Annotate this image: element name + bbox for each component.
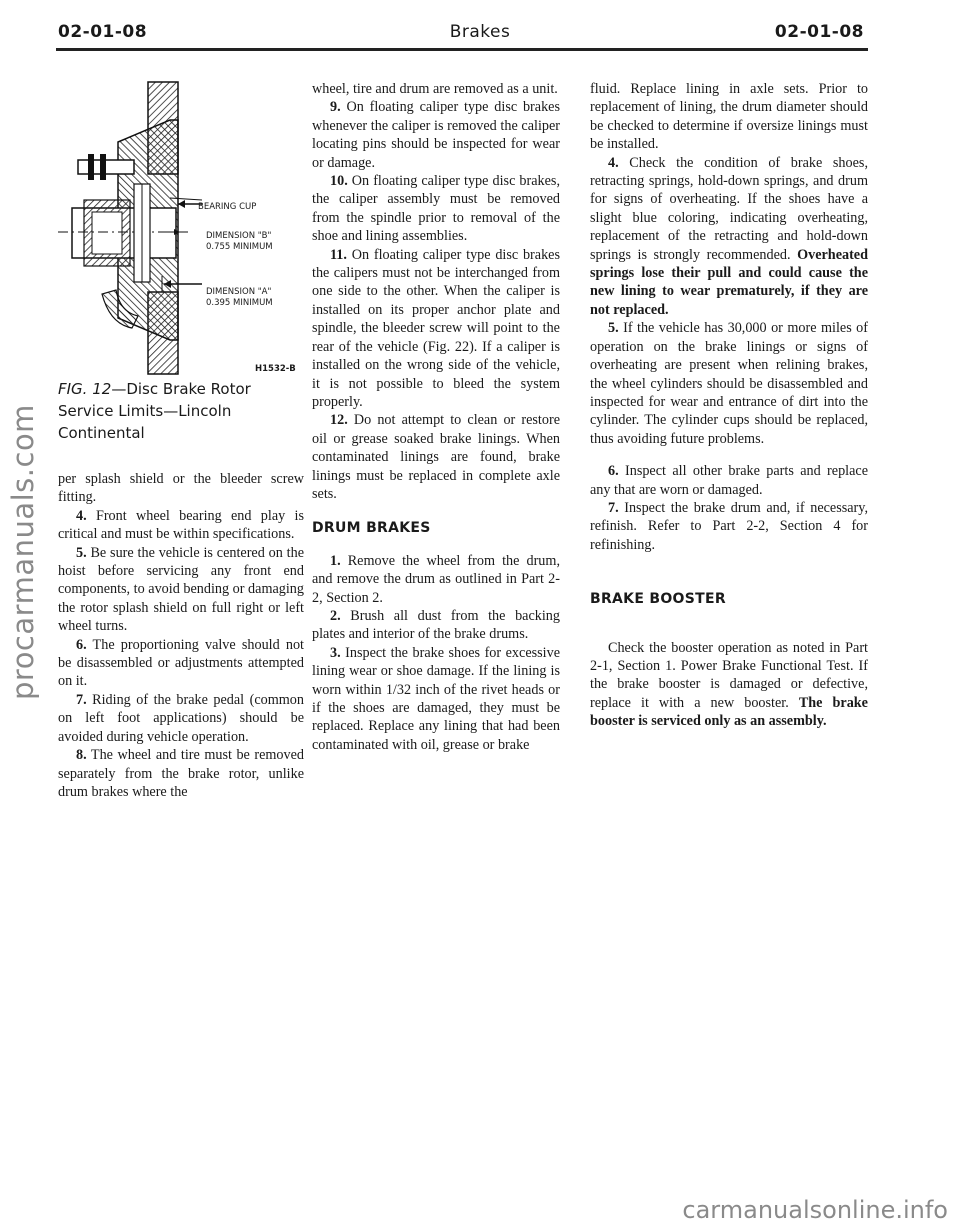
paragraph-4 (58, 507, 304, 544)
rotor-cross-section-diagram (58, 80, 304, 376)
paragraph-continued: fluid. Replace lining in axle sets. Prior to replacement of lining, the drum diameter should be checked to determine if oversize linings must be installed. (590, 81, 868, 153)
paragraph-5 (58, 544, 304, 636)
header-rule (56, 48, 868, 51)
column-3 (590, 80, 868, 731)
paragraph-text: Check the booster operation as noted in Part 2-1, Section 1. Power Brake Functional Test. If the brake booster is damaged or defective, replace it with a new booster. (590, 639, 868, 711)
drum-step-4 (590, 154, 868, 320)
item-number: 4. (608, 154, 619, 171)
paragraph-text: On floating caliper type disc brakes whenever the caliper is removed the caliper locating pins should be inspected for wear or damage. (312, 99, 560, 171)
item-number: 6. (608, 463, 619, 480)
drum-step-1 (312, 552, 560, 607)
label-bearing-cup: BEARING CUP (198, 202, 257, 212)
label-dimension-b: DIMENSION "B" (206, 231, 272, 241)
drum-step-2 (312, 607, 560, 644)
figure-rotor-limits (58, 80, 304, 376)
paragraph-12 (312, 411, 560, 503)
page-code-right: 02-01-08 (774, 22, 864, 42)
item-number: 5. (608, 320, 619, 337)
drum-step-5 (590, 319, 868, 448)
paragraph-text: Inspect all other brake parts and replace any that are worn or damaged. (590, 463, 868, 498)
paragraph-6 (58, 636, 304, 691)
label-dimension-b-value: 0.755 MINIMUM (206, 242, 273, 252)
drum-step-7 (590, 499, 868, 554)
paragraph-text: On floating caliper type disc brakes the calipers must not be interchanged from one side to the other. When the caliper is installed on its proper anchor plate and spindle, the bleeder screw will point to the rear of the vehicle (Fig. 22). If a caliper is installed on the wrong side of the vehicle, it is not possible to bleed the system properly. (312, 246, 560, 410)
paragraph-text: Inspect the brake drum and, if necessary, refinish. Refer to Part 2-2, Section 4 for refinishing. (590, 499, 868, 553)
paragraph-9 (312, 98, 560, 172)
paragraph-text: Front wheel bearing end play is critical and must be within specifications. (58, 507, 304, 543)
paragraph-continued: per splash shield or the bleeder screw fitting. (58, 471, 304, 506)
paragraph-text: Riding of the brake pedal (common on left foot applications) should be avoided during vehicle operation. (58, 691, 304, 745)
warning-text: Overheated springs lose their pull and could cause the new lining to wear prematurely, if they are not replaced. (590, 246, 868, 318)
paragraph-text: Check the condition of brake shoes, retracting springs, hold-down springs, and drum for signs of overheating. If the shoes have a slight blue coloring, indicating overheating, replacement of the retracting and hold-down springs is strongly recommended. (590, 154, 868, 263)
section-heading-brake-booster: BRAKE BOOSTER (590, 591, 726, 608)
figure-id: H1532-B (255, 364, 296, 374)
figure-caption (58, 378, 304, 444)
paragraph-text: Be sure the vehicle is centered on the hoist before servicing any front end components, to avoid bending or damaging the rotor splash shield on full right or left wheel turns. (58, 544, 304, 635)
item-number: 8. (76, 747, 87, 764)
item-number: 3. (330, 644, 341, 661)
paragraph-10 (312, 172, 560, 246)
paragraph-8 (58, 746, 304, 801)
booster-paragraph (590, 639, 868, 731)
item-number: 7. (76, 691, 87, 708)
column-1 (58, 80, 304, 801)
booster-note: The brake booster is serviced only as an assembly. (590, 694, 868, 730)
page-code-left: 02-01-08 (58, 22, 148, 42)
item-number: 12. (330, 412, 348, 429)
paragraph-text: Do not attempt to clean or restore oil or grease soaked brake linings. When contaminated linings are found, brake linings must be replaced in complete axle sets. (312, 412, 560, 502)
item-number: 6. (76, 636, 87, 653)
item-number: 7. (608, 499, 619, 516)
label-dimension-a: DIMENSION "A" (206, 287, 272, 297)
paragraph-text: Inspect the brake shoes for excessive lining wear or shoe damage. If the lining is worn within 1/32 inch of the rivet heads or if the shoes are damaged, they must be replaced. Replace any lining that had been contaminated with oil, grease or brake (312, 644, 560, 753)
item-number: 10. (330, 173, 348, 190)
drum-step-6 (590, 462, 868, 499)
paragraph-text: Brush all dust from the backing plates and interior of the brake drums. (312, 607, 560, 643)
label-dimension-a-value: 0.395 MINIMUM (206, 298, 273, 308)
item-number: 1. (330, 552, 341, 569)
item-number: 4. (76, 507, 87, 524)
item-number: 11. (330, 246, 347, 263)
bottom-watermark: carmanualsonline.info (682, 1196, 948, 1224)
column-2 (312, 80, 560, 754)
figure-caption-text: —Disc Brake Rotor Service Limits—Lincoln Continental (58, 380, 251, 442)
page-title: Brakes (449, 22, 511, 42)
item-number: 5. (76, 544, 87, 561)
paragraph-text: On floating caliper type disc brakes, the caliper assembly must be removed from the spindle prior to removal of the shoe and lining assemblies. (312, 173, 560, 245)
side-watermark: procarmanuals.com (6, 404, 40, 700)
item-number: 2. (330, 607, 341, 624)
paragraph-11 (312, 246, 560, 412)
item-number: 9. (330, 99, 341, 116)
paragraph-text: The proportioning valve should not be disassembled or adjustments attempted on it. (58, 636, 304, 690)
paragraph-text: Remove the wheel from the drum, and remove the drum as outlined in Part 2-2, Section 2. (312, 552, 560, 606)
paragraph-continued: wheel, tire and drum are removed as a unit. (312, 81, 558, 97)
paragraph-7 (58, 691, 304, 746)
paragraph-text: If the vehicle has 30,000 or more miles of operation on the brake linings or signs of overheating are present when relining brakes, the wheel cylinders should be disassembled and inspected for wear and entrance of dirt into the cylinder. The cylinder cups should be replaced, thus avoiding future problems. (590, 320, 868, 447)
paragraph-text: The wheel and tire must be removed separately from the brake rotor, unlike drum brakes where the (58, 747, 304, 800)
section-heading-drum-brakes: DRUM BRAKES (312, 520, 431, 537)
figure-caption-number: FIG. 12 (58, 380, 112, 398)
drum-step-3 (312, 644, 560, 754)
